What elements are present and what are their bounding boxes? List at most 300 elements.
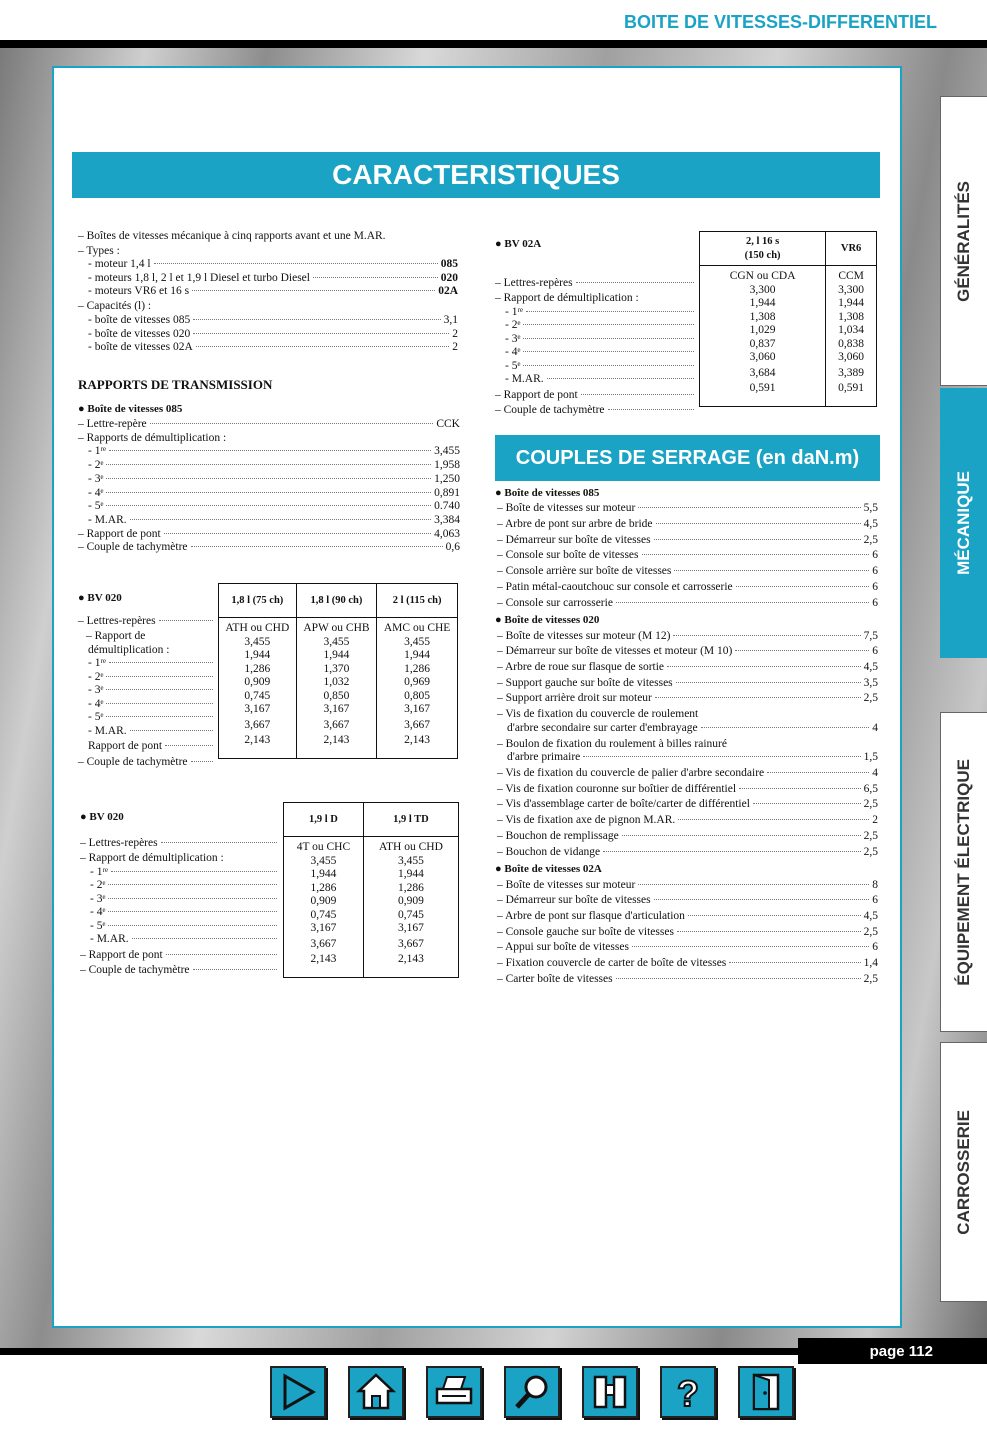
bv085-row-label: - 3ᵉ xyxy=(88,472,104,485)
couples-row-value: 3,5 xyxy=(863,676,878,689)
couples-row-leader xyxy=(642,554,870,555)
couples-row xyxy=(497,534,878,548)
table-cell: 1,032 xyxy=(296,676,377,690)
bv085-row xyxy=(78,432,460,446)
home-icon xyxy=(355,1371,397,1413)
table-cell: 3,060 xyxy=(826,351,877,365)
table-cell: CCM xyxy=(826,266,877,284)
table-cell: 3,060 xyxy=(700,351,826,365)
couples-row-label: – Vis de fixation du couvercle de palier d'arbre secondaire xyxy=(497,767,765,779)
tab-mecanique[interactable]: MÉCANIQUE xyxy=(940,388,987,658)
gear-row-leader xyxy=(106,716,213,717)
gear-row xyxy=(90,933,280,947)
couples-row-label: – Bouchon de remplissage xyxy=(497,829,619,842)
bv020a-table xyxy=(218,583,458,759)
table-cell: 1,944 xyxy=(296,649,377,663)
gear-row-leader xyxy=(108,884,277,885)
table-cell: 0,837 xyxy=(700,338,826,352)
couples-row-leader xyxy=(677,931,861,932)
print-icon xyxy=(433,1371,475,1413)
gear-row xyxy=(88,711,216,725)
bv085-row-value: 1,250 xyxy=(434,472,460,485)
couples-row xyxy=(497,630,878,644)
bv085-row-leader xyxy=(106,492,431,493)
table-cell: 0,909 xyxy=(284,895,364,909)
table-cell: 0,969 xyxy=(377,676,458,690)
table-cell: 1,944 xyxy=(363,868,458,882)
gear-row-leader xyxy=(523,338,694,339)
bv085-row xyxy=(88,487,460,501)
gear-row-label: - 2ᵉ xyxy=(90,879,106,891)
couples-row xyxy=(497,814,878,828)
ratio-label-2: démultiplication : xyxy=(88,643,170,656)
couples-row-value: 7,5 xyxy=(863,629,878,642)
couples-row-value: 2,5 xyxy=(863,925,878,938)
couples-row-value: 8 xyxy=(872,878,878,891)
table-cell: 1,029 xyxy=(700,324,826,338)
gear-row xyxy=(90,893,280,907)
gear-row-label: - 5ᵉ xyxy=(505,359,521,372)
gear-row-label: - 2ᵉ xyxy=(505,319,521,331)
gear-row-label: - 4ᵉ xyxy=(88,697,104,710)
bv085-row-leader xyxy=(106,464,431,465)
tab-carrosserie[interactable]: CARROSSERIE xyxy=(940,1042,987,1302)
couples-row-label: – Arbre de roue sur flasque de sortie xyxy=(497,660,665,673)
rapports-heading: RAPPORTS DE TRANSMISSION xyxy=(78,377,273,392)
couples-row-value: 4,5 xyxy=(863,660,878,673)
letters-row xyxy=(78,615,216,629)
header-line: 2, l 16 s xyxy=(745,236,780,247)
pont-row-leader xyxy=(581,394,694,395)
tachy-row-label: – Couple de tachymètre xyxy=(495,404,605,416)
capacity-row-value: 2 xyxy=(452,327,458,340)
couples-row-label: – Support gauche sur boîte de vitesses xyxy=(497,676,673,689)
bv085-row-leader xyxy=(130,519,431,520)
table-cell: 0,838 xyxy=(826,338,877,352)
gear-row xyxy=(505,319,697,333)
tab-equipement-electrique[interactable]: ÉQUIPEMENT ÉLECTRIQUE xyxy=(940,712,987,1032)
gear-row-leader xyxy=(547,378,694,379)
help-button[interactable] xyxy=(660,1366,716,1418)
table-cell: CGN ou CDA xyxy=(700,266,826,284)
capacity-row-value: 2 xyxy=(452,341,458,353)
couples-row-leader xyxy=(678,819,869,820)
couples-row-leader xyxy=(688,915,861,916)
type-row-label: - moteurs 1,8 l, 2 l et 1,9 l Diesel et turbo Diesel xyxy=(88,271,310,284)
couples-row xyxy=(497,692,878,706)
bv02a-table xyxy=(699,231,877,407)
couples-row-leader xyxy=(638,884,869,885)
capacity-row-label: - boîte de vitesses 085 xyxy=(88,314,191,326)
table-cell: 1,944 xyxy=(700,297,826,311)
bv085-row-label: – Couple de tachymètre xyxy=(78,541,188,554)
table-cell: 3,667 xyxy=(296,717,377,733)
pont-row xyxy=(88,740,216,754)
couples-row-value: 6 xyxy=(872,941,878,954)
couples-row-label: – Démarreur sur boîte de vitesses xyxy=(497,533,651,546)
gear-row-label: - 3ᵉ xyxy=(505,332,521,345)
couples-row-value: 6 xyxy=(872,596,878,609)
table-cell: 1,308 xyxy=(700,311,826,325)
bv085-row-leader xyxy=(106,505,431,506)
couples-row-leader xyxy=(736,586,870,587)
gear-row-label: - 4ᵉ xyxy=(90,906,106,918)
gear-row-leader xyxy=(106,676,213,677)
gear-row-leader xyxy=(526,311,694,312)
couples-row xyxy=(497,549,878,563)
binoculars-icon xyxy=(589,1371,631,1413)
bv085-row-value: 0,891 xyxy=(434,486,460,499)
couples-row-leader xyxy=(616,978,861,979)
type-row-leader xyxy=(192,290,435,291)
couples-row xyxy=(497,581,878,595)
couples-row-label: – Carter boîte de vitesses xyxy=(497,972,613,985)
table-header-cell xyxy=(700,232,826,266)
table-cell: 3,667 xyxy=(219,717,297,733)
table-cell: 3,167 xyxy=(296,703,377,717)
couples-row-value: 2,5 xyxy=(863,692,878,705)
capacity-row xyxy=(88,341,458,355)
table-cell: 2,143 xyxy=(363,951,458,977)
couples-row-label: – Boulon de fixation du roulement à billes rainuré xyxy=(497,737,727,750)
gear-row xyxy=(90,920,280,934)
header-line: (150 ch) xyxy=(744,249,781,261)
gear-row-leader xyxy=(109,662,213,663)
gear-row-label: - 2ᵉ xyxy=(88,670,104,683)
couples-row-leader xyxy=(673,635,860,636)
letters-row-label: – Lettres-repères xyxy=(80,837,158,849)
pont-row-label: Rapport de pont xyxy=(88,740,163,752)
tachy-row-label: – Couple de tachymètre xyxy=(80,964,190,976)
gear-row-label: - 1ʳᵉ xyxy=(90,865,108,878)
bv085-row-label: - 5ᵉ xyxy=(88,500,104,513)
table-cell: 1,944 xyxy=(219,649,297,663)
couples-row-label: – Démarreur sur boîte de vitesses xyxy=(497,894,651,907)
bv085-row-label: – Rapport de pont xyxy=(78,527,161,540)
couples-row-label: – Vis d'assemblage carter de boîte/carter de différentiel xyxy=(497,798,750,811)
couples-row-value: 6 xyxy=(872,580,878,593)
table-cell: 3,455 xyxy=(377,636,458,650)
bv085-row-value: CCK xyxy=(436,418,460,430)
table-cell: 2,143 xyxy=(377,732,458,758)
capacity-row xyxy=(88,328,458,342)
couples-row-leader xyxy=(739,788,861,789)
couples-row-leader xyxy=(767,772,869,773)
table-cell: 0,745 xyxy=(284,909,364,923)
letters-row-label: – Lettres-repères xyxy=(78,615,156,627)
table-header-cell: 2 l (115 ch) xyxy=(377,584,458,618)
tab-generalites[interactable]: GÉNÉRALITÉS xyxy=(940,96,987,386)
table-cell: 1,286 xyxy=(377,663,458,677)
couples-row-leader xyxy=(616,602,869,603)
gear-row-label: - 5ᵉ xyxy=(90,919,106,932)
gear-row-leader xyxy=(132,938,277,939)
table-cell: 2,143 xyxy=(284,951,364,977)
couples-group-title: ● Boîte de vitesses 085 xyxy=(495,487,600,499)
search-icon xyxy=(511,1371,553,1413)
bv085-row-label: – Rapports de démultiplication : xyxy=(78,431,227,444)
pont-row-label: – Rapport de pont xyxy=(80,948,163,961)
bv020b-title: ● BV 020 xyxy=(80,811,124,823)
table-header-cell: VR6 xyxy=(826,232,877,266)
table-header-cell: 1,8 l (90 ch) xyxy=(296,584,377,618)
gear-row-label: - M.AR. xyxy=(90,933,129,945)
binoculars-button[interactable] xyxy=(582,1366,638,1418)
gear-row xyxy=(88,698,216,712)
gear-row-label: - M.AR. xyxy=(505,373,544,385)
couples-row-leader xyxy=(638,507,860,508)
couples-row-label: – Patin métal-caoutchouc sur console et carrosserie xyxy=(497,580,733,593)
gear-row xyxy=(505,333,697,347)
page-header xyxy=(0,0,987,40)
gear-row-leader xyxy=(130,730,213,731)
gear-row-leader xyxy=(523,324,694,325)
couples-row-value: 1,4 xyxy=(863,957,878,969)
letters-row-leader xyxy=(161,842,277,843)
table-cell: 3,455 xyxy=(219,636,297,650)
gear-row-leader xyxy=(106,689,213,690)
couples-row-leader xyxy=(632,946,869,947)
gear-row-label: - 1ʳᵉ xyxy=(505,305,523,318)
couples-row-label: – Bouchon de vidange xyxy=(497,845,601,858)
tachy-row xyxy=(78,756,216,770)
couples-row xyxy=(497,957,878,971)
pont-row xyxy=(495,389,697,403)
couples-row-label: – Vis de fixation du couvercle de roulement xyxy=(497,708,699,720)
pont-row-leader xyxy=(165,745,213,746)
couples-row xyxy=(507,751,878,765)
couples-row-leader xyxy=(667,666,861,667)
couples-row-leader xyxy=(674,570,869,571)
table-cell: 1,370 xyxy=(296,663,377,677)
couples-row xyxy=(497,879,878,893)
tachy-row xyxy=(80,964,280,978)
tachy-row-label: – Couple de tachymètre xyxy=(78,755,188,768)
table-cell: 3,684 xyxy=(700,365,826,381)
table-cell: 0,745 xyxy=(219,690,297,704)
couples-row-label: – Console sur carrosserie xyxy=(497,596,613,609)
couples-row-label: – Appui sur boîte de vitesses xyxy=(497,941,629,954)
bv020b-table xyxy=(283,802,459,978)
couples-row-value: 4 xyxy=(872,767,878,779)
next-button[interactable] xyxy=(270,1366,326,1418)
couples-row-value: 6 xyxy=(872,645,878,658)
ratio-label: – Rapport de démultiplication : xyxy=(495,292,639,304)
couples-row-leader xyxy=(676,682,861,683)
table-cell: 3,167 xyxy=(284,922,364,936)
couples-row-label: – Console gauche sur boîte de vitesses xyxy=(497,925,674,938)
couples-row xyxy=(497,973,878,987)
table-cell: 0,909 xyxy=(363,895,458,909)
table-cell: 1,944 xyxy=(826,297,877,311)
couples-row xyxy=(497,910,878,924)
bv085-row xyxy=(78,541,460,555)
bv085-row-value: 3,384 xyxy=(434,513,460,526)
couples-row-leader xyxy=(654,539,861,540)
bv085-row-label: - 1ʳᵉ xyxy=(88,445,106,458)
letters-row-leader xyxy=(159,620,213,621)
gear-row-label: - 4ᵉ xyxy=(505,346,521,358)
couples-row-label: – Support arrière droit sur moteur xyxy=(497,692,652,705)
bv085-row-label: - 2ᵉ xyxy=(88,459,104,472)
gear-row-leader xyxy=(523,351,694,352)
gear-row xyxy=(88,684,216,698)
bv085-row-value: 0,6 xyxy=(445,541,460,554)
gear-row-label: - 5ᵉ xyxy=(88,711,104,723)
table-cell: 0,805 xyxy=(377,690,458,704)
bv085-row xyxy=(88,500,460,514)
home-button[interactable] xyxy=(348,1366,404,1418)
couples-row xyxy=(497,798,878,812)
couples-row-value: 2,5 xyxy=(863,972,878,985)
table-cell: 4T ou CHC xyxy=(284,837,364,855)
gear-row xyxy=(505,306,697,320)
bv020a-title: ● BV 020 xyxy=(78,592,122,604)
table-cell: 2,143 xyxy=(296,732,377,758)
couples-row xyxy=(497,846,878,860)
couples-row-leader xyxy=(729,962,860,963)
table-cell: 3,455 xyxy=(284,855,364,869)
couples-row xyxy=(497,597,878,611)
bv085-title: ● Boîte de vitesses 085 xyxy=(78,403,183,415)
couples-row-value: 2,5 xyxy=(863,533,878,546)
couples-row-value: 2,5 xyxy=(863,845,878,858)
table-cell: 3,167 xyxy=(219,703,297,717)
table-cell: 1,286 xyxy=(219,663,297,677)
bv085-row xyxy=(88,514,460,528)
top-divider xyxy=(0,40,987,48)
table-cell: 1,286 xyxy=(284,882,364,896)
header-title: BOITE DE VITESSES-DIFFERENTIEL xyxy=(623,12,937,32)
gear-row-label: - 1ʳᵉ xyxy=(88,657,106,669)
couples-row-label: – Fixation couvercle de carter de boîte de vitesses xyxy=(497,957,727,969)
gear-row xyxy=(88,671,216,685)
couples-row-label: – Boîte de vitesses sur moteur (M 12) xyxy=(497,629,671,642)
bv085-row-value: 3,455 xyxy=(434,445,460,458)
exit-icon xyxy=(745,1371,787,1413)
type-row xyxy=(88,272,458,286)
type-row-value: 02A xyxy=(438,285,458,297)
couples-row-label: d'arbre primaire xyxy=(507,751,581,764)
couples-row xyxy=(497,830,878,844)
table-cell: 1,944 xyxy=(284,868,364,882)
intro-text: – Boîtes de vitesses mécanique à cinq rapports avant et une M.AR. xyxy=(78,230,386,242)
bv085-row-leader xyxy=(150,423,434,424)
page-number: page 112 xyxy=(798,1338,987,1364)
bv085-row xyxy=(78,418,460,432)
couples-row-label: – Démarreur sur boîte de vitesses et moteur (M 10) xyxy=(497,645,733,658)
table-cell: ATH ou CHD xyxy=(363,837,458,855)
couples-row-label: d'arbre secondaire sur carter d'embrayage xyxy=(507,721,698,734)
gear-row xyxy=(90,906,280,920)
type-row xyxy=(88,285,458,299)
couples-row-value: 5,5 xyxy=(863,502,878,515)
table-cell: ATH ou CHD xyxy=(219,618,297,636)
table-cell: 3,667 xyxy=(363,936,458,952)
capacity-row-label: - boîte de vitesses 02A xyxy=(88,341,193,353)
bv085-row-leader xyxy=(109,450,431,451)
couples-row-value: 6 xyxy=(872,549,878,562)
gear-row-label: - 3ᵉ xyxy=(90,892,106,905)
table-cell: AMC ou CHE xyxy=(377,618,458,636)
couples-row xyxy=(497,565,878,579)
gear-row-label: - 3ᵉ xyxy=(88,684,104,696)
bv085-row-leader xyxy=(106,478,431,479)
bv085-row-label: – Lettre-repère xyxy=(78,418,147,430)
capacity-row-leader xyxy=(196,346,449,347)
print-button[interactable] xyxy=(426,1366,482,1418)
capacity-row xyxy=(88,314,458,328)
gear-row xyxy=(90,879,280,893)
gear-row-leader xyxy=(111,871,277,872)
ratio-label: – Rapport de démultiplication : xyxy=(80,852,224,864)
table-header-cell: 1,9 l TD xyxy=(363,803,458,837)
search-button[interactable] xyxy=(504,1366,560,1418)
couples-row-leader xyxy=(655,697,861,698)
type-row-label: - moteurs VR6 et 16 s xyxy=(88,285,190,297)
bv085-row-value: 1,958 xyxy=(434,459,460,472)
couples-row-leader xyxy=(735,650,869,651)
couples-group-title: ● Boîte de vitesses 020 xyxy=(495,614,600,627)
help-icon xyxy=(667,1371,709,1413)
table-cell: 3,667 xyxy=(284,936,364,952)
table-cell: 3,455 xyxy=(363,855,458,869)
couples-row-label: – Vis de fixation axe de pignon M.AR. xyxy=(497,814,676,827)
bv085-row-value: 4,063 xyxy=(434,527,460,540)
couples-row-leader xyxy=(753,803,861,804)
table-cell: 3,300 xyxy=(700,284,826,298)
table-cell: 1,034 xyxy=(826,324,877,338)
letters-row-leader xyxy=(576,282,694,283)
couples-row-value: 6,5 xyxy=(863,782,878,795)
table-cell: 1,944 xyxy=(377,649,458,663)
type-row-value: 020 xyxy=(440,271,458,284)
table-cell: 2,143 xyxy=(219,732,297,758)
table-cell: 0,745 xyxy=(363,909,458,923)
couples-row xyxy=(497,502,878,516)
couples-row xyxy=(497,677,878,691)
gear-row xyxy=(505,346,697,360)
letters-row xyxy=(495,277,697,291)
side-tabs xyxy=(940,48,987,1348)
gear-row xyxy=(90,866,280,880)
svg-text:?: ? xyxy=(677,1373,699,1413)
table-cell: 1,308 xyxy=(826,311,877,325)
bv02a-title: ● BV 02A xyxy=(495,238,542,250)
couples-row-value: 6 xyxy=(872,565,878,578)
couples-row-value: 6 xyxy=(872,894,878,907)
capacity-row-label: - boîte de vitesses 020 xyxy=(88,327,191,340)
couples-row xyxy=(497,645,878,659)
couples-row-leader xyxy=(656,523,861,524)
couples-row xyxy=(497,783,878,797)
pont-row xyxy=(80,949,280,963)
types-label: – Types : xyxy=(78,245,120,257)
table-cell: APW ou CHB xyxy=(296,618,377,636)
bv085-row xyxy=(88,445,460,459)
couples-row-value: 1,5 xyxy=(863,751,878,764)
capacities-label: – Capacités (l) : xyxy=(78,300,152,312)
table-cell: 3,167 xyxy=(377,703,458,717)
couples-row-value: 2 xyxy=(872,814,878,827)
couples-row-value: 2,5 xyxy=(863,829,878,842)
table-cell: 3,300 xyxy=(826,284,877,298)
capacity-row-value: 3,1 xyxy=(443,314,458,326)
exit-button[interactable] xyxy=(738,1366,794,1418)
gear-row xyxy=(88,725,216,739)
couples-row-leader xyxy=(583,756,860,757)
tachy-row-leader xyxy=(191,761,213,762)
